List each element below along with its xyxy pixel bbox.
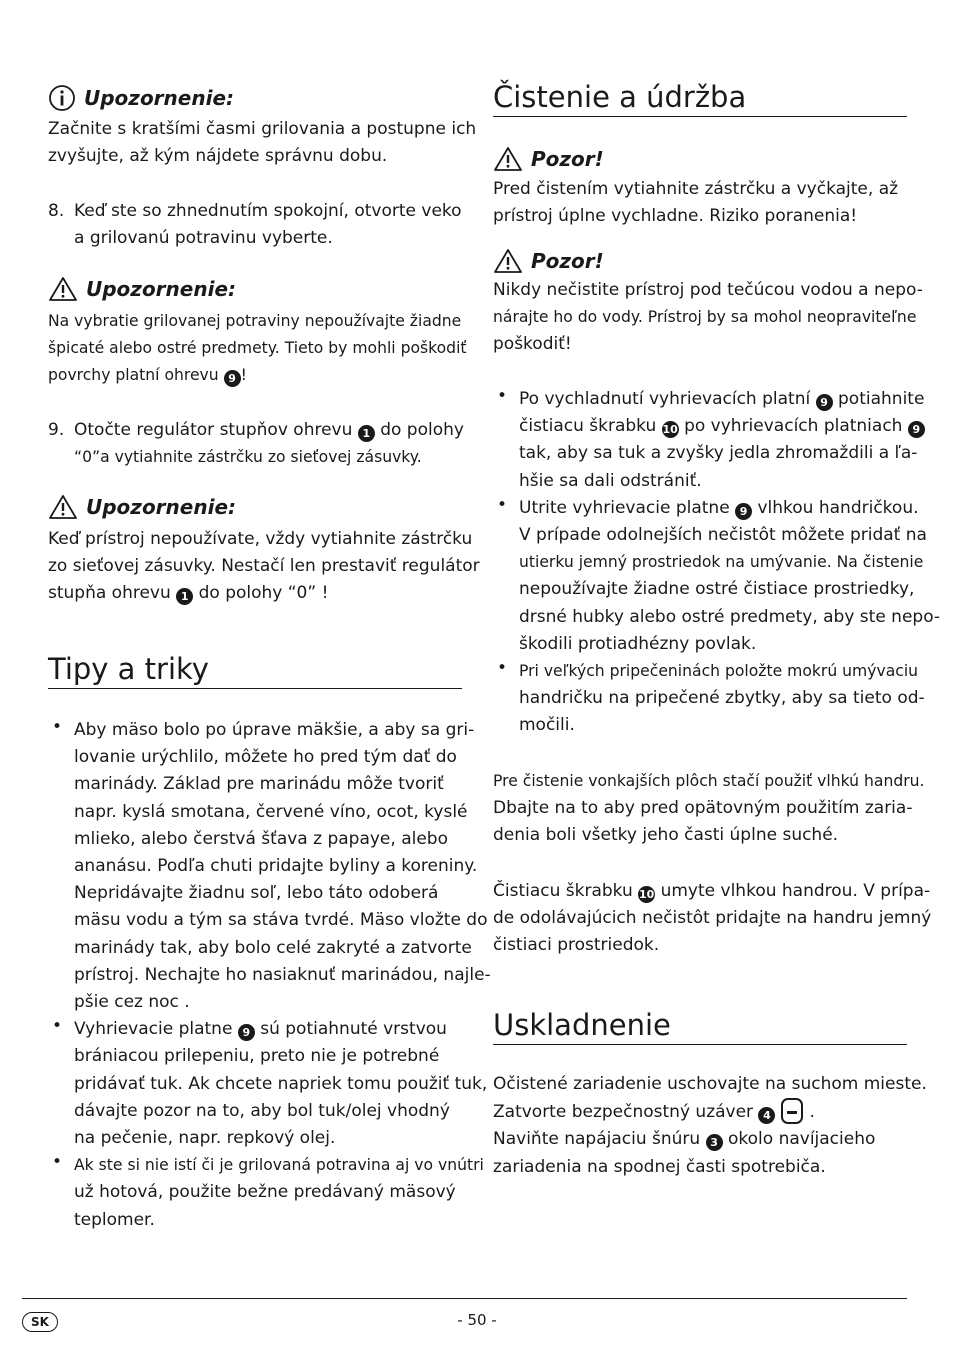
info-icon bbox=[48, 84, 76, 112]
step-9: 9. Otočte regulátor stupňov ohrevu 1 do polohy “0”a vytiahnite zástrčku zo sieťovej zásuvky. bbox=[48, 420, 464, 467]
warning-icon bbox=[48, 276, 78, 302]
language-badge: SK bbox=[22, 1312, 58, 1332]
caution1-text: Pred čistením vytiahnite zástrčku a vyčkajte, až prístroj úplne vychladne. Riziko poranenia! bbox=[493, 179, 899, 227]
part-number-badge: 9 bbox=[735, 503, 752, 520]
lock-icon bbox=[781, 1098, 803, 1124]
warning-icon bbox=[48, 494, 78, 520]
part-number-badge: 1 bbox=[176, 588, 193, 605]
note2-text: Na vybratie grilovanej potraviny nepoužívajte žiadne špicaté alebo ostré predmety. Tieto by mohli poškodiť povrchy platní ohrevu 9 ! bbox=[48, 312, 467, 386]
part-number-badge: 9 bbox=[908, 421, 925, 438]
page-number: - 50 - bbox=[457, 1311, 497, 1329]
section-heading-storage: Uskladnenie bbox=[493, 1008, 907, 1045]
warning-icon bbox=[493, 146, 523, 172]
note-title-info: Upozornenie: bbox=[48, 84, 234, 112]
part-number-badge: 9 bbox=[816, 394, 833, 411]
part-number-badge: 9 bbox=[238, 1024, 255, 1041]
list-item: • Po vychladnutí vyhrievacích platní 9 potiahnite čistiacu škrabku 10 po vyhrievacích platniach 9 tak, aby sa tuk a zvyšky jedla zhromaždili a ľa- hšie sa dali odstrániť. bbox=[493, 386, 913, 495]
part-number-badge: 10 bbox=[662, 423, 678, 437]
footer-divider bbox=[22, 1298, 907, 1299]
note1-text: Začnite s kratšími časmi grilovania a postupne ich zvyšujte, až kým nájdete správnu dobu. bbox=[48, 119, 477, 167]
tips-list bbox=[48, 717, 491, 1234]
part-number-badge: 10 bbox=[639, 888, 655, 901]
exterior-cleaning-text: Pre čistenie vonkajších plôch stačí použiť vlhkú handru. Dbajte na to aby pred opätovným použitím zaria- denia boli všetky jeho časti úplne suché. bbox=[493, 772, 925, 846]
part-number-badge: 4 bbox=[758, 1107, 775, 1124]
caution-title-2: Pozor! bbox=[493, 248, 604, 274]
scraper-cleaning-text: Čistiacu škrabku 10 umyte vlhkou handrou. V prípa- de odolávajúcich nečistôt pridajte na handru jemný čistiaci prostriedok. bbox=[493, 881, 932, 956]
cleaning-list bbox=[493, 386, 941, 740]
list-item: • Aby mäso bolo po úprave mäkšie, a aby sa gri- lovanie urýchlilo, môžete ho pred tým dať do marinády. Základ pre marinádu môže tvoriť napr. kyslá smotana, červené víno, ocot, kyslé mlieko, alebo čerstvá šťava z papaye, alebo ananásu. Podľa chuti pridajte byliny a koreniny. Nepridávajte žiadnu soľ, lebo táto odoberá mäsu vodu a tým sa stáva tvrdé. Mäso vložte do marinády tak, aby bolo celé zakryté a zatvorte prístroj. Nechajte ho nasiaknuť marinádou, najle- pšie cez noc . bbox=[48, 717, 468, 1016]
list-item: • Utrite vyhrievacie platne 9 vlhkou handričkou. V prípade odolnejších nečistôt môžete pridať na utierku jemný prostriedok na umývanie. Na čistenie nepoužívajte žiadne ostré čistiace prostriedky, drsné hubky alebo ostré predmety, aby ste nepo- škodili protiadhézny povlak. bbox=[493, 495, 913, 658]
section-heading-tips: Tipy a triky bbox=[48, 652, 462, 689]
list-item: • Pri veľkých pripečeninách položte mokrú umývaciu handričku na pripečené zbytky, aby sa tieto od- močili. bbox=[493, 658, 913, 740]
note3-text: Keď prístroj nepoužívate, vždy vytiahnite zástrčku zo sieťovej zásuvky. Nestačí len prestaviť regulátor stupňa ohrevu 1 do polohy “0” ! bbox=[48, 529, 480, 604]
note-title-warning-2: Upozornenie: bbox=[48, 494, 236, 520]
note-title-warning-1: Upozornenie: bbox=[48, 276, 236, 302]
part-number-badge: 3 bbox=[706, 1134, 723, 1151]
step-8: 8. Keď ste so zhnednutím spokojní, otvorte veko a grilovanú potravinu vyberte. bbox=[48, 201, 462, 249]
part-number-badge: 9 bbox=[224, 370, 241, 387]
part-number-badge: 1 bbox=[358, 425, 375, 442]
list-item: • Ak ste si nie istí či je grilovaná potravina aj vo vnútri už hotová, použite bežne predávaný mäsový teplomer. bbox=[48, 1152, 468, 1234]
storage-text: Očistené zariadenie uschovajte na suchom mieste. Zatvorte bezpečnostný uzáver 4 . Naviňte napájaciu šnúru 3 okolo navíjacieho zariadenia na spodnej časti spotrebiča. bbox=[493, 1074, 927, 1177]
section-heading-cleaning: Čistenie a údržba bbox=[493, 80, 907, 117]
caution-title-1: Pozor! bbox=[493, 146, 604, 172]
warning-icon bbox=[493, 248, 523, 274]
list-item: • Vyhrievacie platne 9 sú potiahnuté vrstvou brániacou prilepeniu, preto nie je potrebné pridávať tuk. Ak chcete napriek tomu použiť tuk, dávajte pozor na to, aby bol tuk/olej vhodný na pečenie, napr. repkový olej. bbox=[48, 1016, 468, 1152]
caution2-text: Nikdy nečistite prístroj pod tečúcou vodou a nepo- nárajte ho do vody. Prístroj by sa mohol neopraviteľne poškodiť! bbox=[493, 280, 923, 355]
